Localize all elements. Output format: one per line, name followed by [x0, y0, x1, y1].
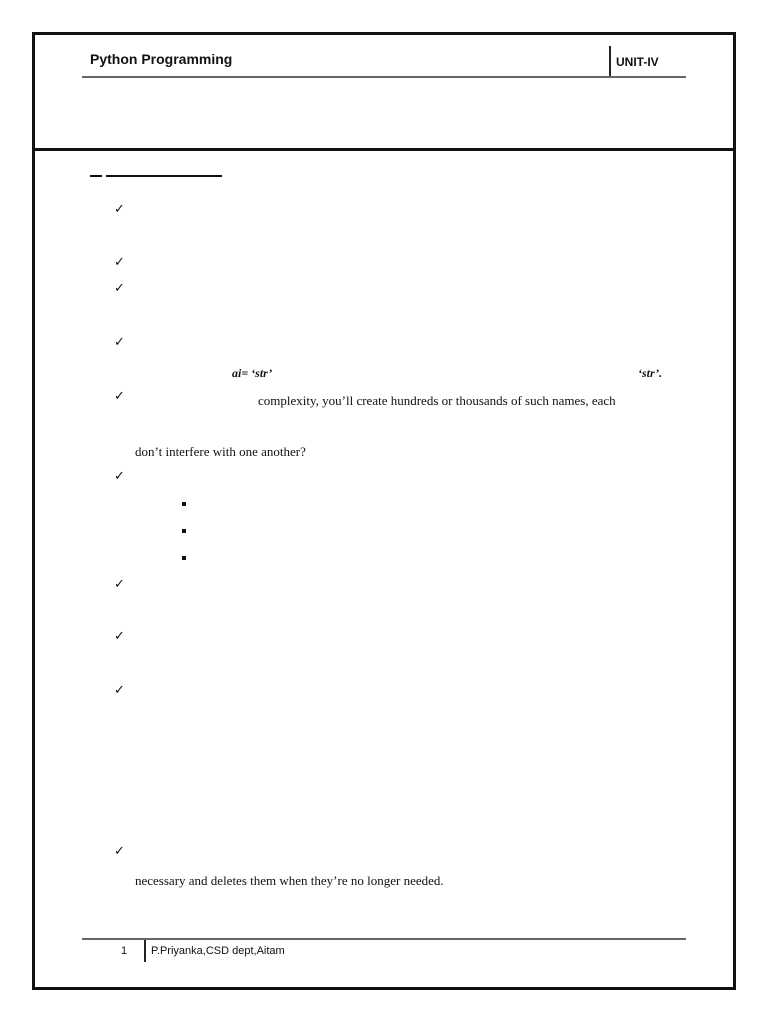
checkmark-icon: ✓	[114, 683, 125, 698]
header-divider	[609, 46, 611, 76]
checkmark-icon: ✓	[114, 389, 125, 404]
text-line-necessary: necessary and deletes them when they’re no longer needed.	[135, 873, 444, 888]
heading-underline	[106, 175, 222, 177]
inline-code-assignment: ai= ‘str’	[232, 366, 273, 380]
header-title: Python Programming	[90, 51, 233, 67]
footer-page-number: 1	[121, 945, 128, 957]
header-unit-label: UNIT-IV	[616, 55, 659, 69]
header-rule	[82, 76, 686, 78]
checkmark-icon: ✓	[114, 844, 125, 859]
text-line-interfere: don’t interfere with one another?	[135, 444, 306, 459]
inline-code-str: ‘str’.	[638, 366, 663, 380]
checkmark-icon: ✓	[114, 202, 125, 217]
checkmark-icon: ✓	[114, 255, 125, 270]
footer-rule	[82, 938, 686, 940]
sub-bullet-icon	[182, 502, 186, 506]
checkmark-icon: ✓	[114, 577, 125, 592]
checkmark-icon: ✓	[114, 335, 125, 350]
footer-divider	[144, 940, 146, 962]
sub-bullet-icon	[182, 529, 186, 533]
text-line-complexity: complexity, you’ll create hundreds or thousands of such names, each	[258, 393, 616, 408]
checkmark-icon: ✓	[114, 469, 125, 484]
sub-bullet-icon	[182, 556, 186, 560]
heading-dash	[90, 175, 102, 177]
footer-author: P.Priyanka,CSD dept,Aitam	[151, 945, 285, 957]
header-separator	[32, 148, 736, 151]
checkmark-icon: ✓	[114, 281, 125, 296]
checkmark-icon: ✓	[114, 629, 125, 644]
